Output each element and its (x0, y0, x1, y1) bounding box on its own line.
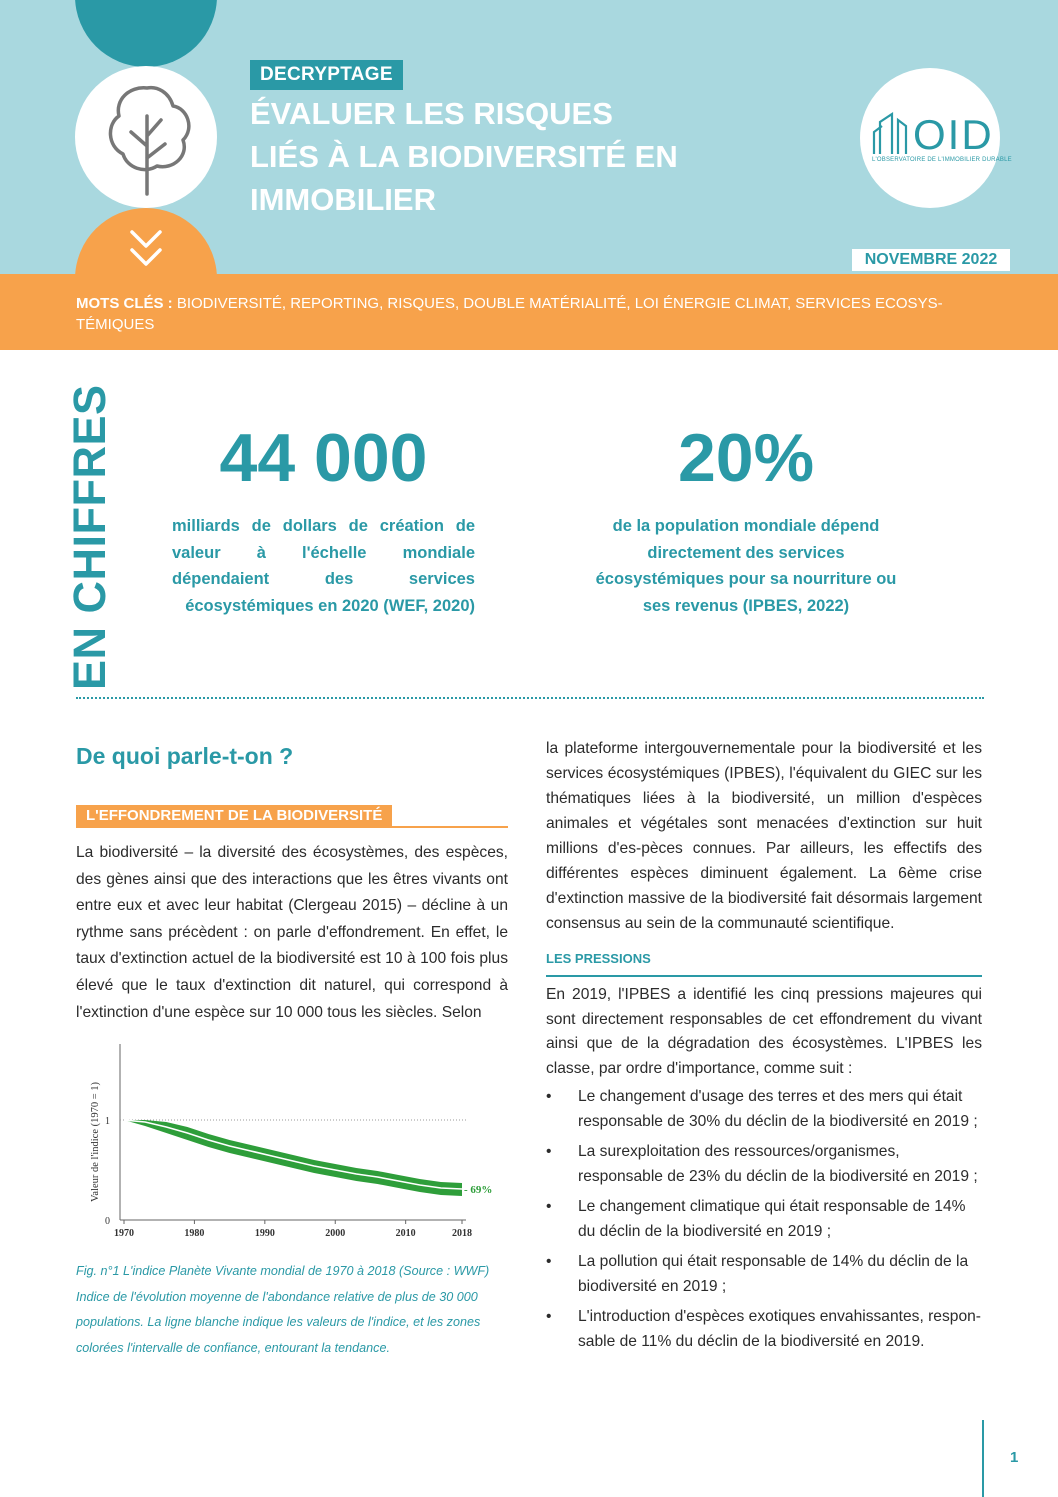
section-divider (76, 697, 984, 699)
figure-description: de la population mondiale dépend directement des services écosystémiques pour sa nourriture ou ses revenus (IPBES, 2022) (595, 517, 897, 615)
list-item-text: Le changement climatique qui était responsable de 14% du déclin de la biodiversité en 2019 ; (578, 1198, 966, 1240)
living-planet-index-chart (82, 1036, 512, 1248)
list-item-text: Le changement d'usage des terres et des mers qui était responsable de 30% du déclin de la biodiversité en 2019 ; (578, 1088, 978, 1130)
keywords-list: BIODIVERSITÉ, REPORTING, RISQUES, DOUBLE MATÉRIALITÉ, LOI ÉNERGIE CLIMAT, SERVICES ECOSYS-TÉMIQUES (76, 295, 943, 333)
bullet-marker: • (546, 1308, 552, 1325)
body-paragraph: La biodiversité – la diversité des écosystèmes, des espèces, des gènes ainsi que des interactions que les êtres vivants ont entre eux et avec leur habitat (Clergeau 2015) – décline à un rythme sans précèdent : on parle d'effondrement. En effet, le taux d'extinction actuel de la biodiversité est 10 à 100 fois plus élevé que le taux d'extinction dit naturel, qui correspond à l'extinction d'une espèce sur 10 000 tous les siècles. Selon (76, 844, 508, 1021)
chart-x-tick-label: 2010 (395, 1228, 416, 1239)
chart-x-tick-label: 1990 (254, 1228, 275, 1239)
chart-x-tick-label: 2018 (452, 1228, 472, 1239)
figure-value: 20% (677, 420, 815, 496)
logo-text: OID (913, 111, 994, 158)
keywords-label: MOTS CLÉS : (76, 295, 173, 312)
title-line: IMMOBILIER (250, 182, 436, 217)
keywords-band (0, 274, 1058, 350)
chart-annotation: - 69% (464, 1184, 493, 1196)
pressions-intro: En 2019, l'IPBES a identifié les cinq pressions majeures qui sont directement responsables de cet effondrement du vivant ainsi que de la dégradation des écosystèmes. L'IPBES les classe, par ordre d'importance, comme suit : (546, 986, 982, 1077)
publication-date: NOVEMBRE 2022 (852, 249, 1010, 271)
bullet-marker: • (546, 1198, 552, 1215)
subsection-rule (76, 826, 508, 828)
list-item (546, 1305, 982, 1354)
figure-description: milliards de dollars de création de valeur à l'échelle mondiale dépendaient des services écosystémiques en 2020 (WEF, 2020) (172, 517, 475, 615)
list-item (546, 1195, 982, 1244)
list-item (546, 1250, 982, 1299)
title-line: LIÉS À LA BIODIVERSITÉ EN (250, 139, 678, 174)
list-item (546, 1140, 982, 1189)
section-heading: De quoi parle-t-on ? (76, 743, 294, 769)
pressions-list (546, 1085, 982, 1360)
tree-icon (99, 76, 195, 196)
logo-tagline: L'OBSERVATOIRE DE L'IMMOBILIER DURABLE (872, 157, 1012, 163)
chart-y-tick: 1 (105, 1116, 110, 1127)
page-title (250, 92, 810, 221)
chart-confidence-band (124, 1120, 462, 1196)
bullet-marker: • (546, 1253, 552, 1270)
chart-x-tick-label: 2000 (325, 1228, 346, 1239)
subsection-tag: L'EFFONDREMENT DE LA BIODIVERSITÉ (76, 805, 392, 827)
list-item-text: La pollution qui était responsable de 14% du déclin de la biodiversité en 2019 ; (578, 1253, 969, 1295)
figures-section-label: EN CHIFFRES (64, 384, 115, 690)
figure-caption: Fig. n°1 L'indice Planète Vivante mondial de 1970 à 2018 (Source : WWF) Indice de l'évolution moyenne de l'abondance relative de plus de 30 000 populations. La ligne blanche indique les valeurs de l'indice, et les zones colorées l'intervalle de confiance, entourant la tendance. (76, 1264, 490, 1355)
bullet-marker: • (546, 1088, 552, 1105)
title-line: ÉVALUER LES RISQUES (250, 96, 613, 131)
chevron-down-icon (128, 226, 164, 270)
page-number-rule (982, 1420, 984, 1497)
header-banner (0, 0, 1058, 274)
subsection-heading: LES PRESSIONS (546, 951, 651, 966)
chart-x-tick-label: 1970 (114, 1228, 134, 1239)
list-item-text: La surexploitation des ressources/organismes, responsable de 23% du déclin de la biodiversité en 2019 ; (578, 1143, 978, 1185)
list-item-text: L'introduction d'espèces exotiques envahissantes, respon-sable de 11% du déclin de la biodiversité en 2019. (578, 1308, 981, 1350)
bullet-marker: • (546, 1143, 552, 1160)
keywords-text (76, 293, 986, 335)
decorative-circle-top (75, 0, 217, 67)
chart-y-label: Valeur de l'indice (1970 = 1) (90, 1081, 101, 1203)
chart-y-tick: 0 (105, 1216, 110, 1227)
chart-x-tick-label: 1980 (184, 1228, 205, 1239)
list-item (546, 1085, 982, 1134)
body-paragraph: la plateforme intergouvernementale pour la biodiversité et les services écosystémiques (IPBES), l'équivalent du GIEC sur les thématiques liées à la biodiversité, un million d'espèces animales et végétales sont menacées d'extinction sur huit millions d'es-pèces connues. Par ailleurs, les effectifs des différentes espèces diminuent également. La 6ème crise d'extinction massive de la biodiversité fait désormais largement consensus au sein de la communauté scientifique. (546, 740, 982, 932)
page-number: 1 (1010, 1449, 1019, 1466)
subsection-rule (546, 975, 982, 977)
figure-value: 44 000 (219, 420, 428, 496)
document-type-tag: DECRYPTAGE (250, 60, 403, 90)
